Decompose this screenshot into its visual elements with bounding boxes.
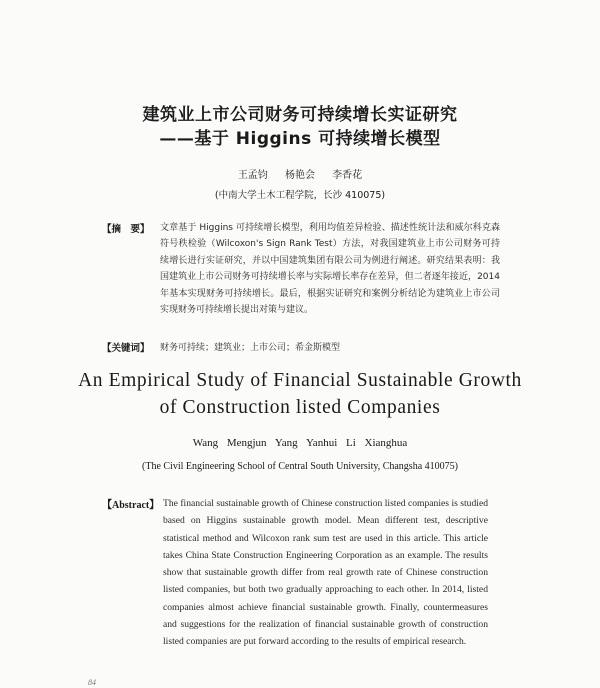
english-abstract-text: The financial sustainable growth of Chinese construction listed companies is studied based on Higgins sustainable growth model. Mean different test, descriptive statistical method and Wilcoxon rank sum test are used in this article. This article takes China State Construction Engineering Corporation as an example. The results show that sustainable growth differ from real growth rate of Chinese construction listed companies, but both two gradually approaching to each other. In 2014, listed companies almost achieve financial sustainable growth. Finally, countermeasures and suggestions for the realization of financial sustainable growth of construction listed companies are put forward according to the results of empirical research. xyxy=(163,498,488,648)
english-title-line1: An Empirical Study of Financial Sustainable Growth xyxy=(78,370,522,391)
page-number: 84 xyxy=(88,678,96,687)
english-authors: Wang Mengjun Yang Yanhui Li Xianghua xyxy=(192,437,408,449)
english-title-line2: of Construction listed Companies xyxy=(159,397,441,418)
chinese-keywords-text: 财务可持续；建筑业；上市公司；希金斯模型 xyxy=(160,343,341,353)
chinese-authors: 王孟钧 杨艳会 李香花 xyxy=(237,170,363,181)
chinese-title-line1: 建筑业上市公司财务可持续增长实证研究 xyxy=(142,105,458,125)
chinese-title-line2: ——基于 Higgins 可持续增长模型 xyxy=(159,129,441,149)
chinese-affiliation: (中南大学土木工程学院，长沙 410075) xyxy=(214,190,386,201)
chinese-abstract-label: 【摘 要】 xyxy=(102,224,150,235)
english-abstract-label: 【Abstract】 xyxy=(102,500,160,511)
chinese-abstract-text: 文章基于 Higgins 可持续增长模型，利用均值差异检验、描述性统计法和威尔科克森符号秩检验（Wilcoxon's Sign Rank Test）方法，对我国建筑业上市公司财务可持续增长进行实证研究，并以中国建筑集团有限公司为例进行阐述。研究结果表明：我国建筑业上市公司财务可持续增长率与实际增长率存在差异，但二者逐年接近，2014 年基本实现财务可持续增长。最后，根据实证研究和案例分析结论为建筑业上市公司实现财务可持续增长提出对策与建议。 xyxy=(160,223,500,316)
english-affiliation: (The Civil Engineering School of Central South University, Changsha 410075) xyxy=(142,461,458,472)
chinese-keywords-label: 【关键词】 xyxy=(102,343,150,354)
